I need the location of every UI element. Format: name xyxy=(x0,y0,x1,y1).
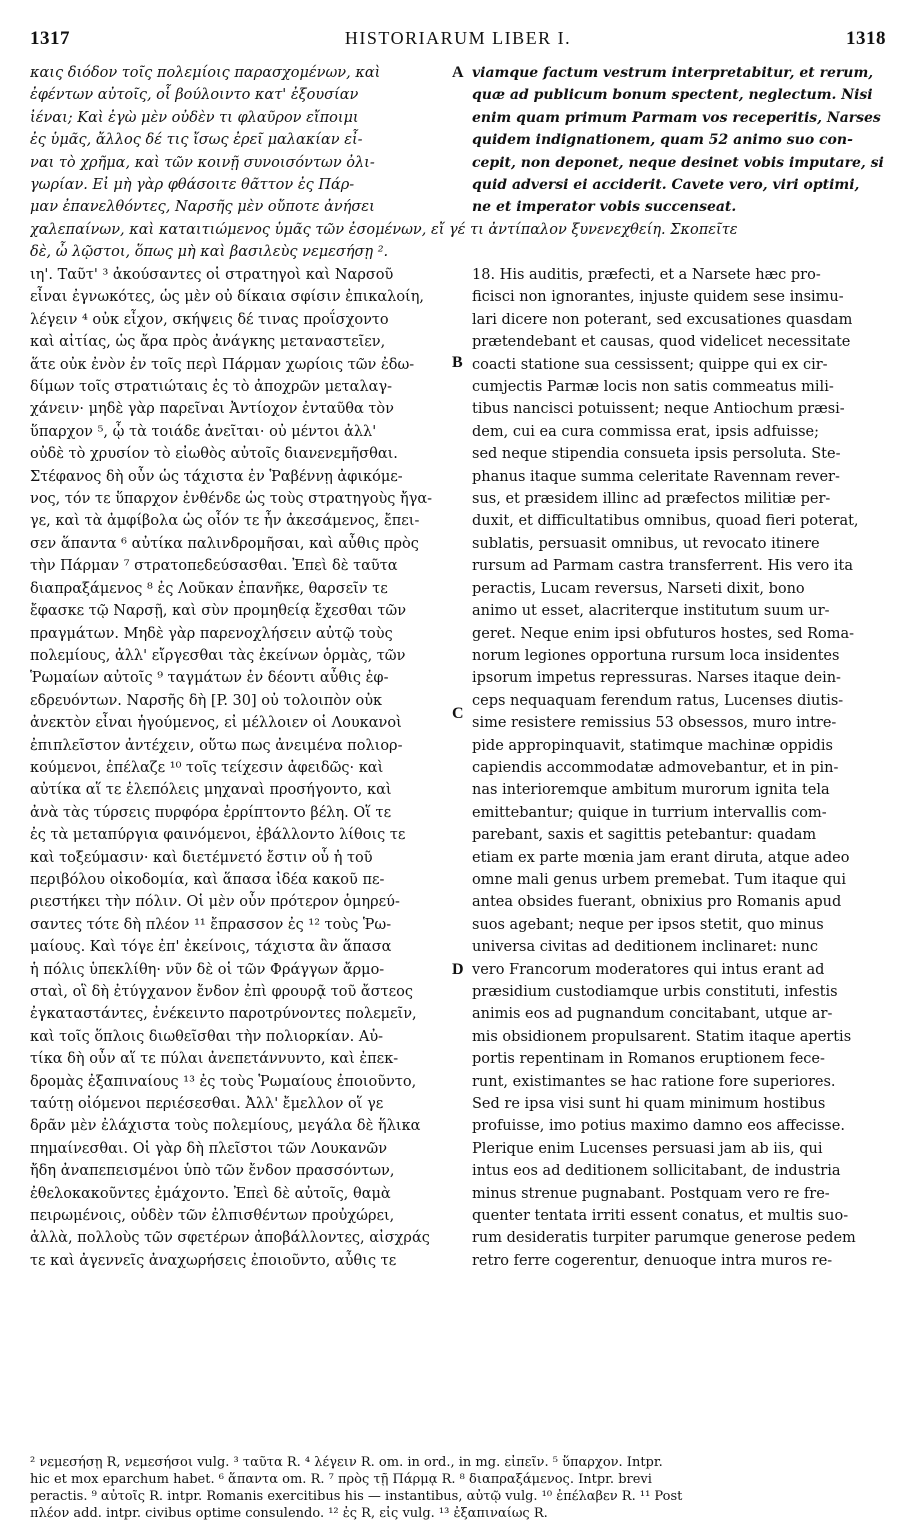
text-line: parebant, saxis et sagittis petebantur: quadam xyxy=(472,827,817,844)
text-line: ἰέναι; Καὶ ἐγὼ μὲν οὐδὲν τι φλαῦρον εἴποιμι xyxy=(30,109,359,126)
text-line: ἀνεκτὸν εἶναι ἡγούμενος, εἰ μέλλοιεν οἱ Λουκανοὶ xyxy=(30,715,402,732)
text-line: ναι τὸ χρῆμα, καὶ τῶν κοινῇ συνοισόντων ὀλι- xyxy=(30,154,375,171)
latin-column xyxy=(472,264,886,1272)
text-line: coacti statione sua cessissent; quippe qui ex cir- xyxy=(472,356,828,373)
text-line: Ῥωμαίων αὐτοῖς ⁹ ταγμάτων ἐν δέοντι αὖθις ἐφ- xyxy=(30,670,389,687)
text-line: δίμων τοῖς στρατιώταις ἐς τὸ ἀποχρῶν μεταλαγ- xyxy=(30,379,393,396)
text-line: ἅτε οὐκ ἐνὸν ἐν τοῖς περὶ Πάρμαν χωρίοις τῶν ἐδω- xyxy=(30,356,415,373)
text-line: quenter tentata irriti essent conatus, et multis suo- xyxy=(472,1208,849,1225)
text-line: σταὶ, οἳ δὴ ἐτύγχανον ἔνδον ἐπὶ φρουρᾷ τοῦ ἄστεος xyxy=(30,984,413,1000)
text-line: præsidium custodiamque urbis constituti, infestis xyxy=(472,984,838,1000)
margin-marker-c: C xyxy=(452,705,464,722)
text-line: suos agebant; neque per ipsos stetit, quo minus xyxy=(472,916,824,933)
text-line: etiam ex parte mœnia jam erant diruta, atque adeo xyxy=(472,849,850,866)
text-line: portis repentinam in Romanos eruptionem fece- xyxy=(472,1051,825,1068)
text-line: retro ferre cogerentur, denuoque intra muros re- xyxy=(472,1252,833,1269)
text-line: ἡ πόλις ὑπεκλίθη· νῦν δὲ οἱ τῶν Φράγγων ἄρμο- xyxy=(30,961,385,978)
text-line: ἐς τὰ μεταπύργια φαινόμενοι, ἐβάλλοντο λίθοις τε xyxy=(30,827,406,844)
text-line: sed neque stipendia consueta ipsis persoluta. Ste- xyxy=(472,446,841,463)
text-line: τε καὶ ἀγεννεῖς ἀναχωρήσεις ἐποιοῦντο, αὖθις τε xyxy=(30,1252,397,1269)
text-line: καις διόδον τοῖς πολεμίοις παρασχομένων, καὶ xyxy=(30,65,381,81)
text-line: χάνειν· μηδὲ γὰρ παρεῖναι Ἀντίοχον ἐνταῦθα τὸν xyxy=(30,401,394,418)
text-line: ficisci non ignorantes, injuste quidem sese insimu- xyxy=(472,289,844,306)
footnote-line: hic et mox eparchum habet. ⁶ ἅπαντα om. R. ⁷ πρὸς τῇ Πάρμᾳ R. ⁸ διαπραξάμενος. Intpr. brevi xyxy=(30,1472,652,1487)
latin-column-top xyxy=(472,62,886,219)
running-header xyxy=(30,28,886,58)
text-line: norum legiones opportuna rursum loca insidentes xyxy=(472,647,840,664)
text-line: ἔφασκε τῷ Ναρσῇ, καὶ σὺν προμηθείᾳ ἔχεσθαι τῶν xyxy=(30,603,407,620)
text-line: runt, existimantes se hac ratione fore superiores. xyxy=(472,1073,836,1090)
text-line: δρομὰς ἐξαπιναίους ¹³ ἐς τοὺς Ῥωμαίους ἐποιοῦντο, xyxy=(30,1073,417,1090)
text-line: phanus itaque summa celeritate Ravennam rever- xyxy=(472,468,840,485)
text-line: δρᾶν μὲν ἐλάχιστα τοὺς πολεμίους, μεγάλα δὲ ἥλικα xyxy=(30,1118,421,1135)
greek-column-top xyxy=(30,62,460,219)
text-line: μαίους. Καὶ τόγε ἐπ' ἐκείνοις, τάχιστα ἂν ἅπασα xyxy=(30,939,392,956)
text-line: profuisse, imo potius maximo damno eos affecisse. xyxy=(472,1118,845,1135)
text-line: quidem indignationem, quam 52 animo suo con- xyxy=(472,132,853,149)
text-line: quid adversi ei acciderit. Cavete vero, viri optimi, xyxy=(472,177,860,194)
text-line: ἐπιπλεῖστον ἀντέχειν, οὕτω πως ἀνειμένα πολιορ- xyxy=(30,737,403,754)
text-line: ἐς ὑμᾶς, ἄλλος δέ τις ἴσως ἐρεῖ μαλακίαν εἶ- xyxy=(30,132,363,149)
text-line: τίκα δὴ οὖν αἵ τε πύλαι ἀνεπετάννυντο, καὶ ἐπεκ- xyxy=(30,1051,399,1068)
text-line: sublatis, persuasit omnibus, ut revocato itinere xyxy=(472,535,820,552)
text-line: quæ ad publicum bonum spectent, neglectum. Nisi xyxy=(472,87,873,104)
text-line: μαν ἐπανελθόντες, Ναρσῆς μὲν οὔποτε ἀνήσει xyxy=(30,199,375,216)
margin-marker-a: A xyxy=(452,64,464,81)
text-line: lari dicere non poterant, sed excusationes quasdam xyxy=(472,311,853,328)
text-line: viamque factum vestrum interpretabitur, et rerum, xyxy=(472,65,874,81)
text-line: vero Francorum moderatores qui intus erant ad xyxy=(472,961,825,978)
text-line: minus strenue pugnabant. Postquam vero re fre- xyxy=(472,1185,830,1202)
greek-column xyxy=(30,264,460,1272)
text-line: ipsorum impetus repressuras. Narses itaque dein- xyxy=(472,670,841,687)
text-line: ταύτῃ οἰόμενοι περιέσεσθαι. Ἀλλ' ἔμελλον οἵ γε xyxy=(30,1096,384,1113)
text-line: geret. Neque enim ipsi obfuturos hostes, sed Roma- xyxy=(472,625,855,642)
text-line: πειρωμένοις, οὐδὲν τῶν ἐλπισθέντων προὐχώρει, xyxy=(30,1208,395,1225)
text-line: antea obsides fuerant, obnixius pro Romanis apud xyxy=(472,894,842,911)
text-line: γε, καὶ τὰ ἀμφίβολα ὡς οἷόν τε ἦν ἀκεσάμενος, ἔπει- xyxy=(30,513,420,530)
text-line: cumjectis Parmæ locis non satis commeatus mili- xyxy=(472,379,834,396)
text-line: ἀνὰ τὰς τύρσεις πυρφόρα ἐρρίπτοντο βέλη. Οἵ τε xyxy=(30,804,392,821)
text-line: ἀλλὰ, πολλοὺς τῶν σφετέρων ἀποβάλλοντες, αἰσχράς xyxy=(30,1230,430,1247)
text-line: ἐφέντων αὐτοῖς, οἷ βούλοιντο κατ' ἐξουσίαν xyxy=(30,87,359,104)
page-number-right: 1318 xyxy=(845,28,886,49)
text-line: animo ut esset, alacriterque institutum suum ur- xyxy=(472,603,830,620)
text-line: γωρίαν. Εἰ μὴ γὰρ φθάσοιτε θᾶττον ἐς Πάρ- xyxy=(30,177,355,194)
text-line: νος, τόν τε ὕπαρχον ἐνθένδε ὡς τοὺς στρατηγοὺς ἤγα- xyxy=(30,491,433,508)
margin-marker-b: B xyxy=(452,354,463,371)
text-line: οὐδὲ τὸ χρυσίον τὸ εἰωθὸς αὐτοῖς διανενεμῆσθαι. xyxy=(30,446,398,463)
text-line: δὲ, ὦ λῷστοι, ὅπως μὴ καὶ βασιλεὺς νεμεσήσῃ ². xyxy=(30,244,389,261)
text-line: sime resistere remissius 53 obsessos, muro intre- xyxy=(472,715,837,732)
text-line: ιη'. Ταῦτ' ³ ἀκούσαντες οἱ στρατηγοὶ καὶ Ναρσοῦ xyxy=(30,267,394,283)
text-line: καὶ αἰτίας, ὡς ἄρα πρὸς ἀνάγκης μεταναστεῖεν, xyxy=(30,334,386,351)
text-line: ριεστήκει τὴν πόλιν. Οἱ μὲν οὖν πρότερον ὁμηρεύ- xyxy=(30,894,400,911)
text-line: καὶ τοξεύμασιν· καὶ διετέμνετό ἔστιν οὗ ἡ τοῦ xyxy=(30,849,373,866)
text-line: αὐτίκα αἵ τε ἑλεπόλεις μηχαναὶ προσήγοντο, καὶ xyxy=(30,782,392,799)
text-line: Sed re ipsa visi sunt hi quam minimum hostibus xyxy=(472,1096,826,1113)
text-line: κούμενοι, ἐπέλαζε ¹⁰ τοῖς τείχεσιν ἀφειδῶς· καὶ xyxy=(30,759,384,776)
text-line: animis eos ad pugnandum concitabant, utque ar- xyxy=(472,1006,833,1023)
text-line: πημαίνεσθαι. Οἱ γὰρ δὴ πλεῖστοι τῶν Λουκανῶν xyxy=(30,1140,388,1157)
text-line: prætendebant et causas, quod videlicet necessitate xyxy=(472,334,851,351)
text-line: σαντες τότε δὴ πλέον ¹¹ ἔπρασσον ἐς ¹² τοὺς Ῥω- xyxy=(30,916,392,933)
text-line: peractis, Lucam reversus, Narseti dixit, bono xyxy=(472,580,805,597)
page-number-left: 1317 xyxy=(30,28,70,49)
text-line: dem, cui ea cura commissa erat, ipsis adfuisse; xyxy=(472,423,820,440)
text-line: omne mali genus urbem premebat. Tum itaque qui xyxy=(472,871,847,888)
text-line: εἶναι ἐγνωκότες, ὡς μὲν οὐ δίκαια σφίσιν ἐπικαλοίη, xyxy=(30,289,425,306)
text-line: cepit, non deponet, neque desinet vobis imputare, si xyxy=(472,154,884,171)
text-line: ἐθελοκακοῦντες ἐμάχοντο. Ἐπεὶ δὲ αὐτοῖς, θαμὰ xyxy=(30,1185,391,1202)
text-line: ἤδη ἀναπεπεισμένοι ὑπὸ τῶν ἔνδον πρασσόντων, xyxy=(30,1163,395,1180)
text-line: Plerique enim Lucenses persuasi jam ab iis, qui xyxy=(472,1140,823,1157)
footnote-line: ² νεμεσήσῃ R, νεμεσήσοι vulg. ³ ταῦτα R. ⁴ λέγειν R. om. in ord., in mg. εἰπεῖν. ⁵ ὕπαρχον. Intpr. xyxy=(30,1455,663,1470)
text-line: enim quam primum Parmam vos receperitis, Narses xyxy=(472,109,881,126)
text-line: λέγειν ⁴ οὐκ εἶχον, σκήψεις δέ τινας προΐσχοντο xyxy=(30,311,389,328)
text-line: tibus nancisci potuissent; neque Antiochum præsi- xyxy=(472,401,845,418)
text-line: Στέφανος δὴ οὖν ὡς τάχιστα ἐν Ῥαβέννῃ ἀφικόμε- xyxy=(30,468,403,485)
footnotes xyxy=(30,1454,886,1522)
text-line: mis obsidionem propulsarent. Statim itaque apertis xyxy=(472,1028,852,1045)
text-line: ne et imperator vobis succenseat. xyxy=(472,199,737,216)
footnote-line: peractis. ⁹ αὐτοῖς R. intpr. Romanis exercitibus his — instantibus, αὐτῷ vulg. ¹⁰ ἐπέλαβεν R. ¹¹ Post xyxy=(30,1489,683,1504)
text-line: σεν ἅπαντα ⁶ αὐτίκα παλινδρομῆσαι, καὶ αὖθις πρὸς xyxy=(30,535,419,552)
text-line: rursum ad Parmam castra transferrent. His vero ita xyxy=(472,558,853,575)
margin-marker-d: D xyxy=(452,961,464,978)
text-line: τὴν Πάρμαν ⁷ στρατοπεδεύσασθαι. Ἐπεὶ δὲ ταῦτα xyxy=(30,558,398,575)
text-line: πολεμίους, ἀλλ' εἴργεσθαι τὰς ἐκείνων ὁρμὰς, τῶν xyxy=(30,647,406,664)
greek-wide-lines xyxy=(30,219,886,264)
text-line: καὶ τοῖς ὅπλοις διωθεῖσθαι τὴν πολιορκίαν. Αὐ- xyxy=(30,1028,384,1045)
text-line: capiendis accommodatæ admovebantur, et in pin- xyxy=(472,759,839,776)
footnote-line: πλέον add. intpr. civibus optime consulendo. ¹² ἐς R, εἰς vulg. ¹³ ἐξαπιναίως R. xyxy=(30,1506,548,1521)
text-line: duxit, et difficultatibus omnibus, quoad fieri poterat, xyxy=(472,513,859,530)
text-line: πραγμάτων. Μηδὲ γὰρ παρενοχλήσειν αὐτῷ τοὺς xyxy=(30,625,393,642)
text-line: nas interioremque ambitum murorum ignita tela xyxy=(472,782,830,799)
running-title: HISTORIARUM LIBER I. xyxy=(344,28,572,48)
text-line: ἐγκαταστάντες, ἐνέκειντο παροτρύνοντες πολεμεῖν, xyxy=(30,1006,417,1023)
text-line: intus eos ad deditionem sollicitabant, de industria xyxy=(472,1163,841,1180)
text-line: 18. His auditis, præfecti, et a Narsete hæc pro- xyxy=(472,267,821,283)
text-line: εδρευόντων. Ναρσῆς δὴ [P. 30] οὐ τολοιπὸν οὐκ xyxy=(30,692,383,709)
text-line: emittebantur; quique in turrium intervallis com- xyxy=(472,804,827,821)
text-line: rum desideratis turpiter parumque generose pedem xyxy=(472,1230,856,1247)
text-line: pide appropinquavit, statimque machinæ oppidis xyxy=(472,737,833,754)
text-line: ceps nequaquam ferendum ratus, Lucenses diutis- xyxy=(472,692,844,709)
text-line: διαπραξάμενος ⁸ ἐς Λοῦκαν ἐπανῆκε, θαρσεῖν τε xyxy=(30,580,388,597)
text-line: ὕπαρχον ⁵, ᾧ τὰ τοιάδε ἀνεῖται· οὐ μέντοι ἀλλ' xyxy=(30,423,377,440)
text-line: universa civitas ad deditionem inclinaret: nunc xyxy=(472,939,818,956)
text-line: περιβόλου οἰκοδομία, καὶ ἅπασα ἰδέα κακοῦ πε- xyxy=(30,871,385,888)
text-line: sus, et præsidem illinc ad præfectos militiæ per- xyxy=(472,491,831,508)
text-line: χαλεπαίνων, καὶ καταιτιώμενος ὑμᾶς τῶν ἐσομένων, εἴ γέ τι ἀντίπαλον ξυνενεχθείη. Σκοπεῖτε xyxy=(30,222,738,238)
